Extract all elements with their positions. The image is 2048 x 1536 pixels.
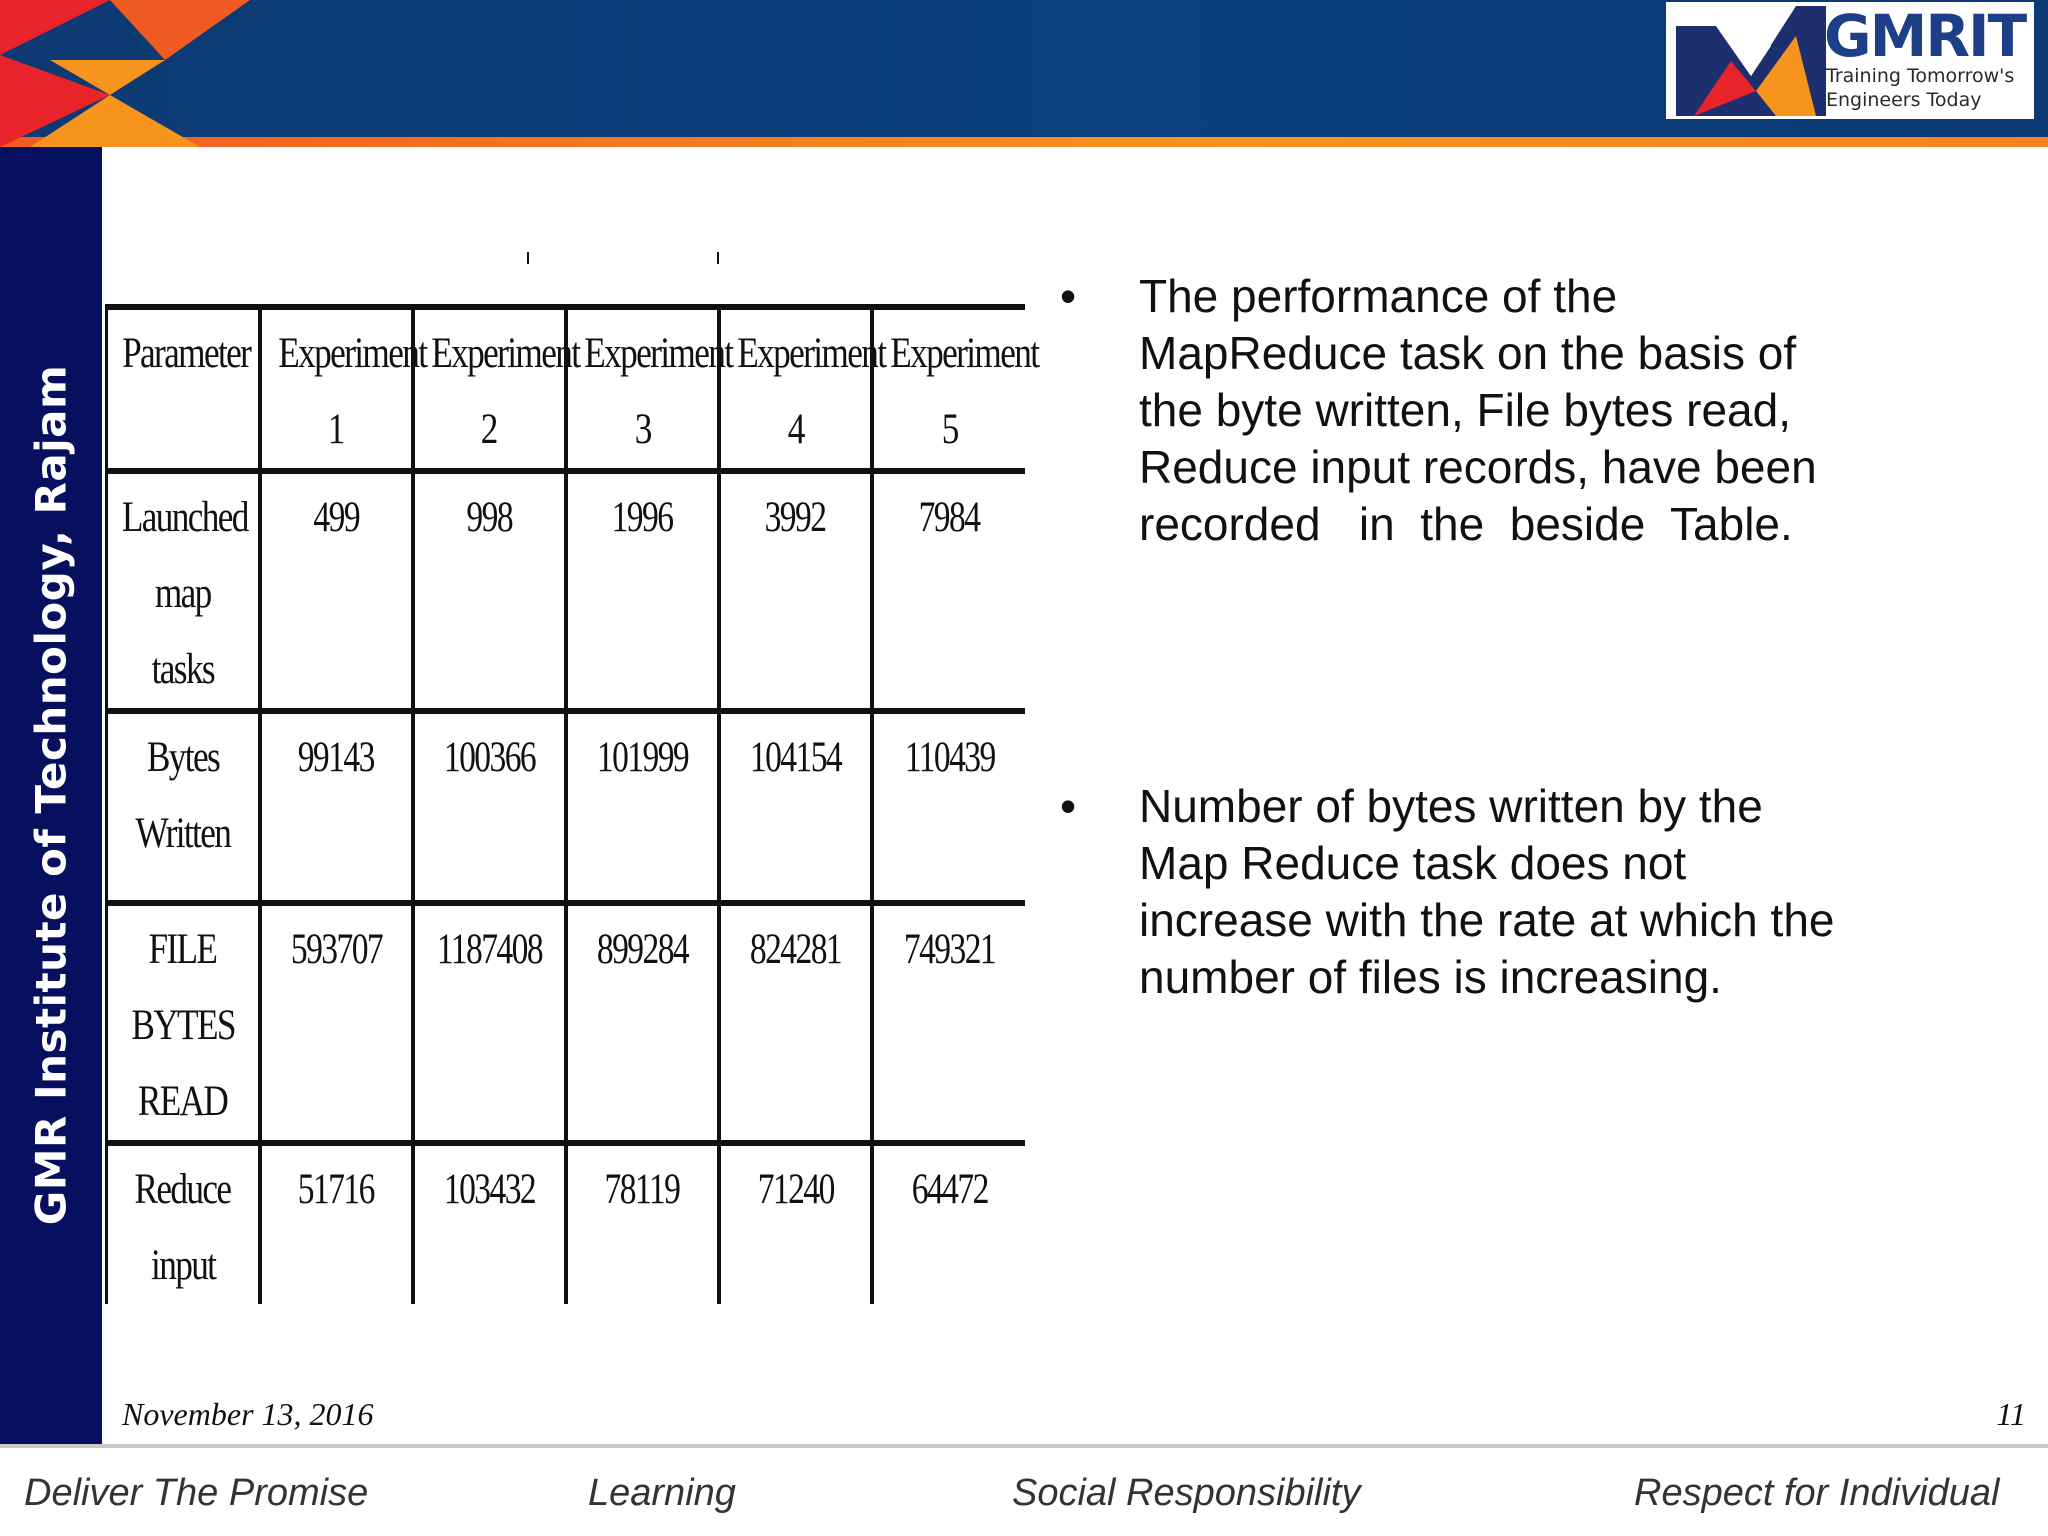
table-cell <box>413 471 566 711</box>
logo-tagline: Training Tomorrow's Engineers Today <box>1826 65 2015 111</box>
table-header-cell <box>413 307 580 471</box>
table-cell-line: Bytes <box>146 734 219 781</box>
table-cell-line: Experiment <box>583 330 733 377</box>
bullet-line: Map Reduce task does not <box>1139 837 1687 889</box>
table-cell-value: 99143 <box>298 734 375 781</box>
table-cell <box>260 903 413 1143</box>
table-cell-line: 5 <box>941 406 958 453</box>
table-cell <box>719 711 872 903</box>
table-cell-value: 998 <box>466 494 513 541</box>
table-row <box>107 471 1026 711</box>
table-cell-value: 499 <box>313 494 359 541</box>
motto-learning: Learning <box>588 1472 736 1514</box>
table-row <box>107 1143 1026 1304</box>
table-cell-line: 2 <box>481 406 498 453</box>
table-cell-line: Experiment <box>737 330 886 377</box>
table-cell-line: Parameter <box>122 330 251 377</box>
table-cell <box>719 1143 872 1304</box>
table-cell-value: 100366 <box>443 734 535 781</box>
table-cell <box>413 903 566 1143</box>
bullet-line: Reduce input records, have been <box>1139 441 1817 493</box>
bullet-line: MapReduce task on the basis of <box>1139 327 1797 379</box>
institute-name-vertical: GMR Institute of Technology, Rajam <box>26 364 76 1226</box>
table-cell-line: Experiment <box>430 330 580 377</box>
table-cell-value: 1996 <box>611 494 673 541</box>
bullet-line: the byte written, File bytes read, <box>1139 384 1791 436</box>
table-row <box>107 711 1026 903</box>
logo-mark-icon <box>1676 6 1826 116</box>
table-cell <box>566 1143 719 1304</box>
bullet-line: increase with the rate at which the <box>1139 894 1835 946</box>
table-cell-line: Written <box>135 810 231 857</box>
table-cell-value: 78119 <box>604 1166 680 1213</box>
motto-social-responsibility: Social Responsibility <box>1012 1472 1361 1514</box>
bullet-line: number of files is increasing. <box>1139 951 1722 1003</box>
bullet-text <box>1139 268 1999 553</box>
table-cell <box>719 471 872 711</box>
cropped-caption-mark <box>717 252 719 264</box>
corner-triangles-graphic <box>0 0 260 147</box>
table-cell-line: Experiment <box>890 330 1039 377</box>
table-cell-value: 71240 <box>757 1166 834 1213</box>
table-row <box>107 903 1026 1143</box>
table-cell <box>719 903 872 1143</box>
table-cell-line: READ <box>138 1078 228 1125</box>
table-cell <box>260 471 413 711</box>
table-cell <box>260 1143 413 1304</box>
table-cell-line: 4 <box>787 406 804 453</box>
cropped-caption-mark <box>527 252 529 264</box>
table-cell <box>260 711 413 903</box>
table-cell-line: Reduce <box>134 1166 231 1213</box>
table-header-cell <box>107 307 260 471</box>
table-cell-value: 110439 <box>904 734 995 781</box>
logo-wordmark: GMRIT <box>1824 2 2026 70</box>
table-header-cell <box>872 307 1039 471</box>
table-cell-line: Launched <box>121 494 248 541</box>
bullet-line: The performance of the <box>1139 270 1618 322</box>
table-cell-value: 899284 <box>596 926 688 973</box>
table-cell-value: 3992 <box>764 494 826 541</box>
motto-deliver-the-promise: Deliver The Promise <box>24 1472 369 1514</box>
table-header-row <box>107 307 1026 471</box>
slide-date: November 13, 2016 <box>122 1396 374 1432</box>
table-row-label <box>107 1143 260 1304</box>
table-cell <box>566 711 719 903</box>
table-cell <box>872 903 1025 1143</box>
table-cell-line: 1 <box>328 406 345 453</box>
bullet-text <box>1139 778 1999 1006</box>
table-cell-value: 593707 <box>290 926 382 973</box>
table-cell-value: 51716 <box>298 1166 375 1213</box>
table-row-label <box>107 471 260 711</box>
motto-respect-for-individual: Respect for Individual <box>1634 1472 2000 1514</box>
table-cell-value: 64472 <box>911 1166 988 1213</box>
table-header-cell <box>719 307 886 471</box>
gmrit-logo <box>1664 0 2036 121</box>
header-accent-stripe <box>0 137 2048 147</box>
table-cell <box>566 471 719 711</box>
table-cell <box>872 471 1025 711</box>
bullet-line: recorded in the beside Table. <box>1139 498 1793 550</box>
table-cell-value: 824281 <box>749 926 841 973</box>
table-cell-line: map tasks <box>151 570 214 693</box>
bullet-marker: • <box>1060 780 1077 832</box>
table-cell-line: Experiment <box>277 330 426 377</box>
bullet-line: Number of bytes written by the <box>1139 780 1763 832</box>
table-cell-value: 103432 <box>443 1166 535 1213</box>
bullet-marker: • <box>1060 270 1077 322</box>
table-cell-value: 1187408 <box>436 926 542 973</box>
slide-page-number: 11 <box>1996 1396 2026 1432</box>
footer-divider <box>0 1444 2048 1448</box>
table-cell-value: 7984 <box>919 494 980 541</box>
table-cell-line: input <box>150 1242 215 1289</box>
table-cell <box>566 903 719 1143</box>
experiment-results-table <box>105 304 1039 1304</box>
table-header-cell <box>566 307 733 471</box>
table-cell <box>413 1143 566 1304</box>
table-row-label <box>107 711 260 903</box>
table-cell <box>872 1143 1025 1304</box>
table-header-cell <box>260 307 426 471</box>
table-cell-value: 101999 <box>596 734 688 781</box>
table-cell-value: 104154 <box>749 734 841 781</box>
table-cell-line: BYTES <box>131 1002 235 1049</box>
table-cell <box>872 711 1025 903</box>
table-cell-line: FILE <box>148 926 217 973</box>
table-cell-line: 3 <box>634 406 651 453</box>
table-row-label <box>107 903 260 1143</box>
table-cell-value: 749321 <box>903 926 996 973</box>
table-cell <box>413 711 566 903</box>
